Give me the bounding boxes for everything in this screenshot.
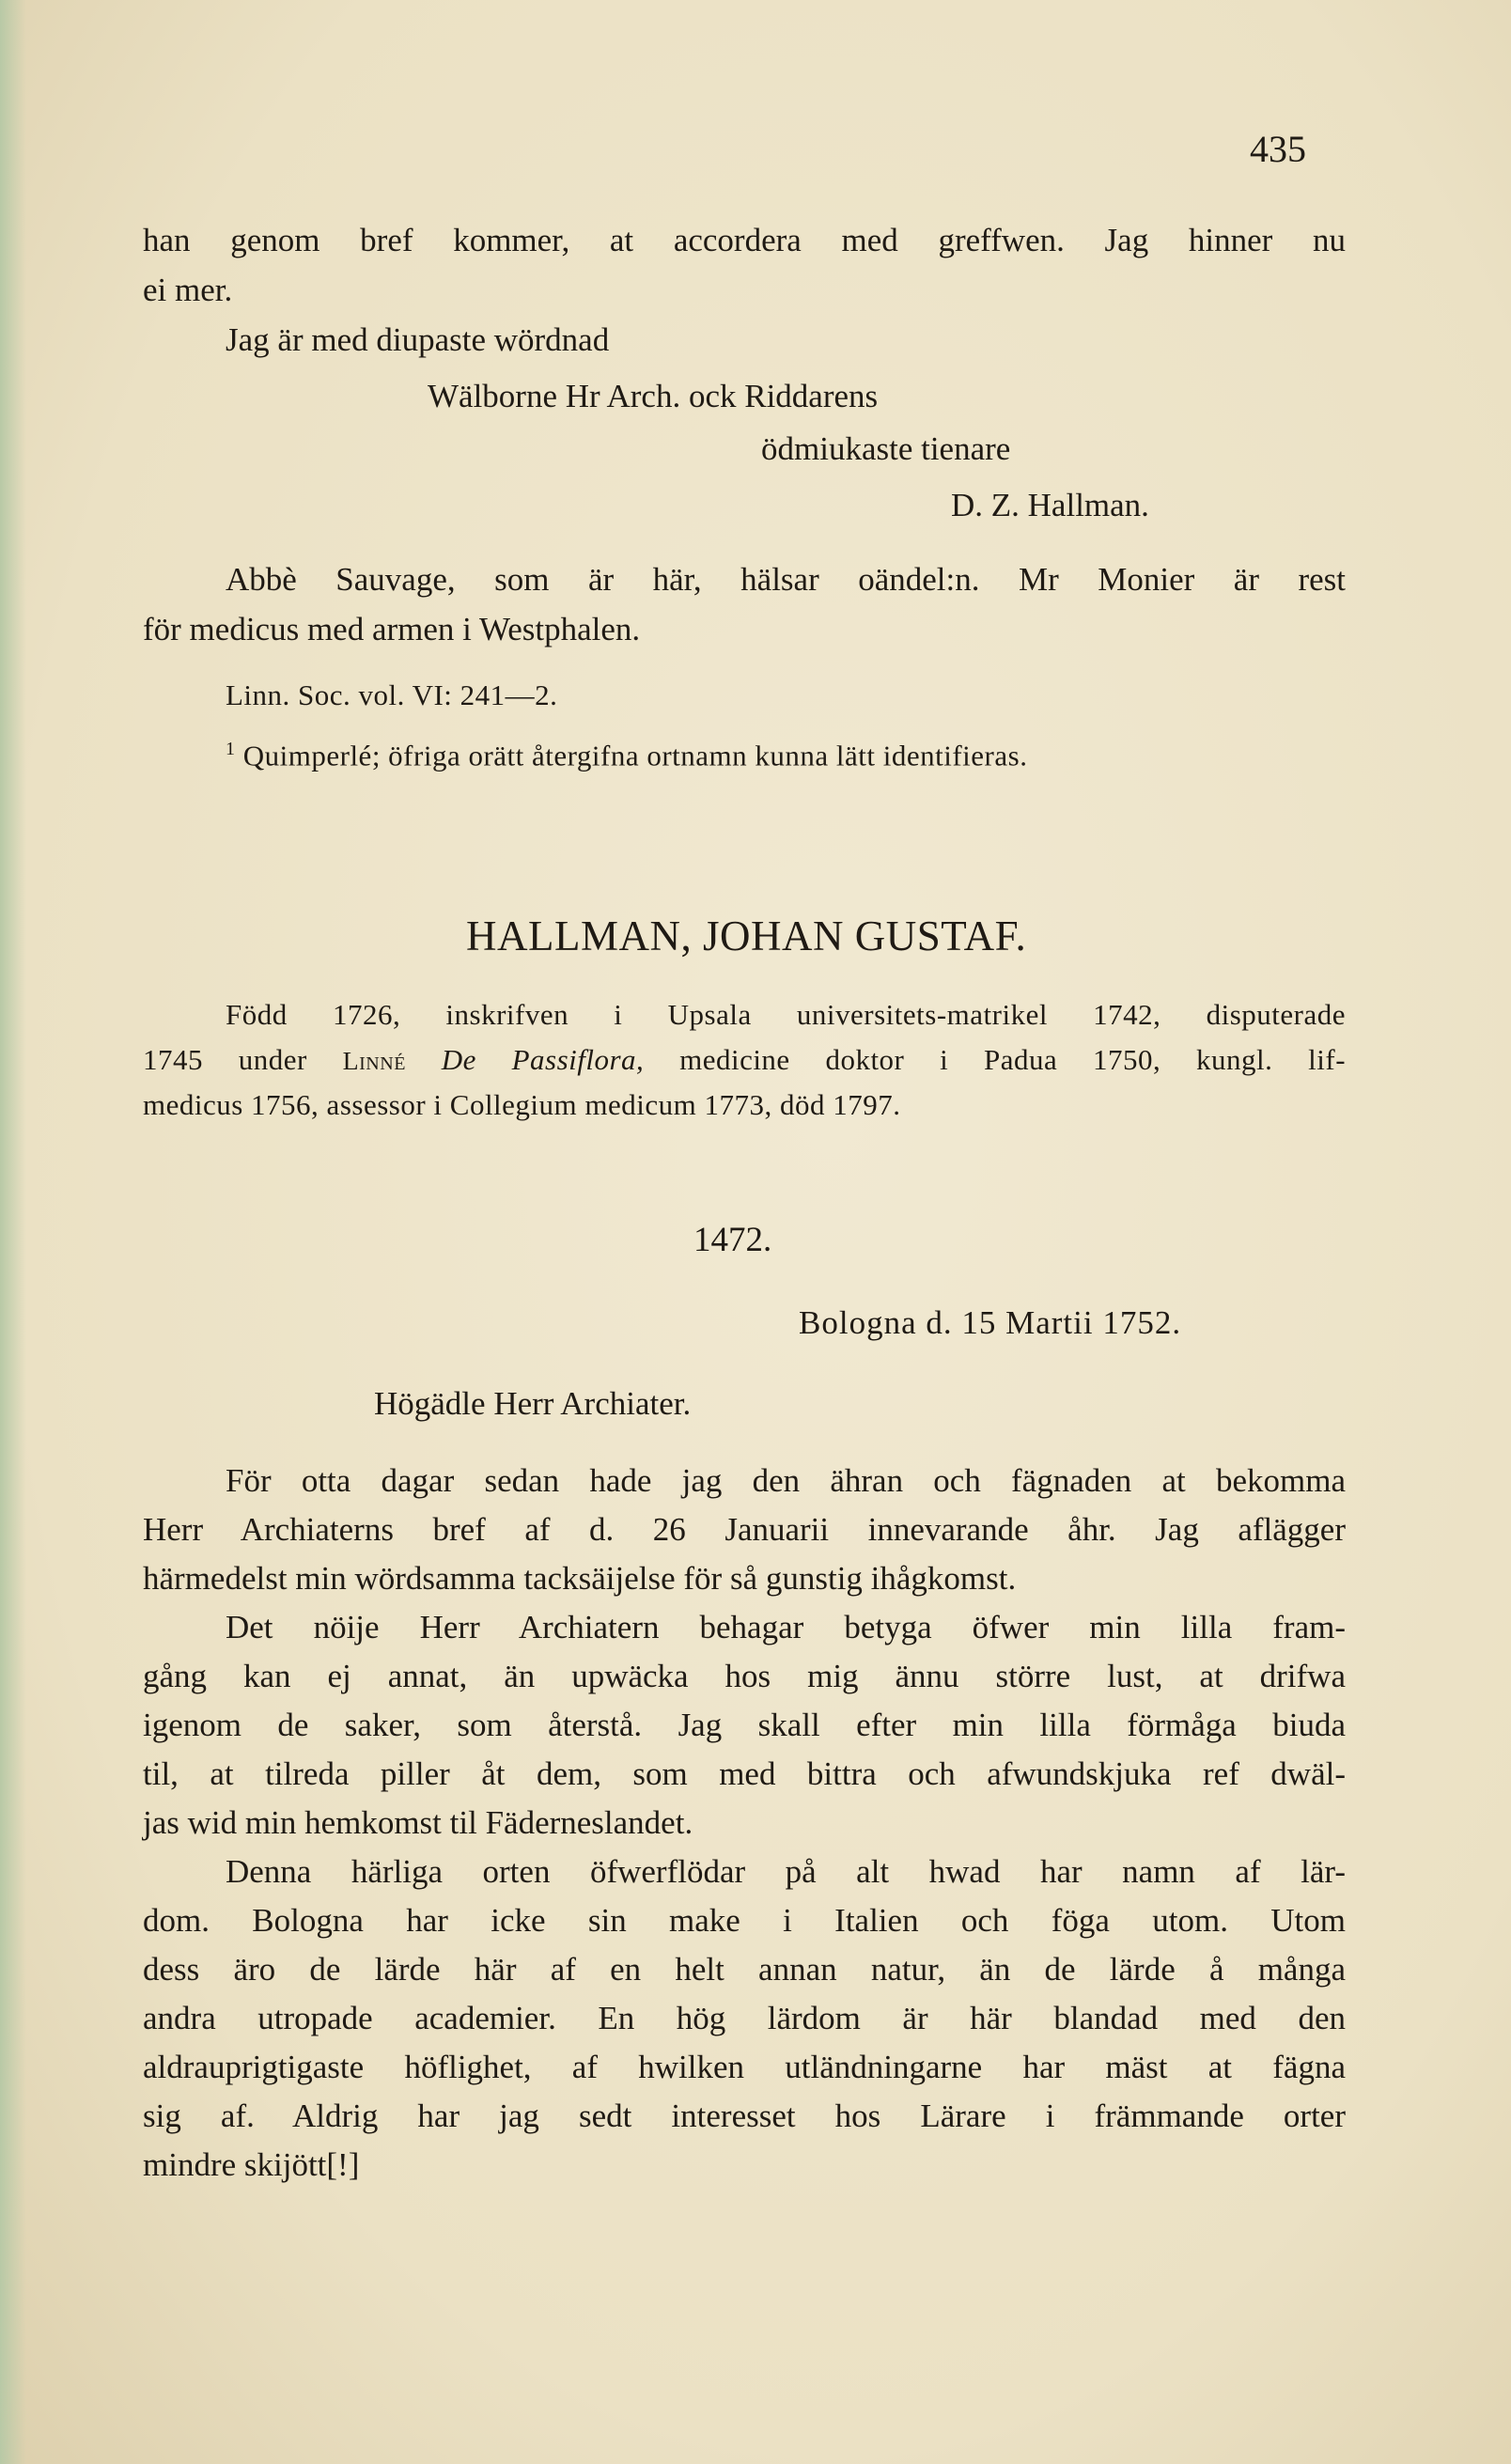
body-line: dom. Bologna har icke sin make i Italien och föga utom. Utom	[143, 1902, 1346, 1939]
bio-text: medicine doktor i Padua 1750, kungl. lif-	[679, 1043, 1347, 1076]
text-line: ei mer.	[143, 272, 233, 308]
bio-line: Född 1726, inskrifven i Upsala universitets-matrikel 1742, disputerade	[226, 998, 1346, 1031]
text-line: han genom bref kommer, at accordera med greffwen. Jag hinner nu	[143, 222, 1346, 258]
body-line: dess äro de lärde här af en helt annan natur, än de lärde å många	[143, 1951, 1346, 1988]
bio-line: medicus 1756, assessor i Collegium medicum 1773, död 1797.	[143, 1088, 901, 1121]
footnote-mark: 1	[226, 739, 236, 759]
body-line: jas wid min hemkomst til Fäderneslandet.	[143, 1804, 693, 1841]
closing-line: Jag är med diupaste wördnad	[226, 321, 610, 358]
humble-line: ödmiukaste tienare	[761, 430, 1011, 467]
body-line: aldrauprigtigaste höflighet, af hwilken utländningarne har mäst at fägna	[143, 2049, 1346, 2085]
postscript-line: Abbè Sauvage, som är här, hälsar oändel:n. Mr Monier är rest	[226, 561, 1346, 598]
body-line: til, at tilreda piller åt dem, som med bittra och afwundskjuka ref dwäl-	[143, 1755, 1346, 1792]
body-line: sig af. Aldrig har jag sedt interesset hos Lärare i främmande orter	[143, 2098, 1346, 2134]
body-line: igenom de saker, som återstå. Jag skall efter min lilla förmåga biuda	[143, 1707, 1346, 1743]
body-line: För otta dagar sedan hade jag den ähran och fägnaden at bekomma	[226, 1462, 1346, 1499]
dissertation-title: De Passiflora,	[441, 1043, 645, 1076]
place-date: Bologna d. 15 Martii 1752.	[799, 1304, 1182, 1341]
body-line: andra utropade academier. En hög lärdom är här blandad med den	[143, 2000, 1346, 2036]
source-reference: Linn. Soc. vol. VI: 241—2.	[226, 678, 558, 711]
salutation-line: Wälborne Hr Arch. ock Riddarens	[428, 378, 879, 414]
body-line: Det nöije Herr Archiatern behagar betyga öfwer min lilla fram-	[226, 1609, 1346, 1645]
linne-name: Linné	[342, 1047, 406, 1076]
footnote-text: Quimperlé; öfriga orätt återgifna ortnamn kunna lätt identifieras.	[242, 739, 1028, 772]
bio-line	[143, 1043, 1346, 1077]
page-number: 435	[1250, 128, 1306, 170]
footnote	[226, 739, 1027, 772]
signature: D. Z. Hallman.	[951, 487, 1149, 523]
body-line: mindre skijött[!]	[143, 2146, 360, 2183]
postscript-line: för medicus med armen i Westphalen.	[143, 611, 641, 647]
letter-number: 1472.	[693, 1221, 772, 1259]
bio-text: 1745 under	[143, 1043, 307, 1076]
body-line: gång kan ej annat, än upwäcka hos mig ännu större lust, at drifwa	[143, 1658, 1346, 1694]
body-line: härmedelst min wördsamma tacksäijelse för så gunstig ihågkomst.	[143, 1560, 1017, 1597]
body-line: Herr Archiaterns bref af d. 26 Januarii innevarande åhr. Jag aflägger	[143, 1511, 1346, 1548]
section-heading: HALLMAN, JOHAN GUSTAF.	[466, 912, 1027, 959]
address-line: Högädle Herr Archiater.	[374, 1385, 692, 1422]
body-line: Denna härliga orten öfwerflödar på alt hwad har namn af lär-	[226, 1853, 1346, 1890]
